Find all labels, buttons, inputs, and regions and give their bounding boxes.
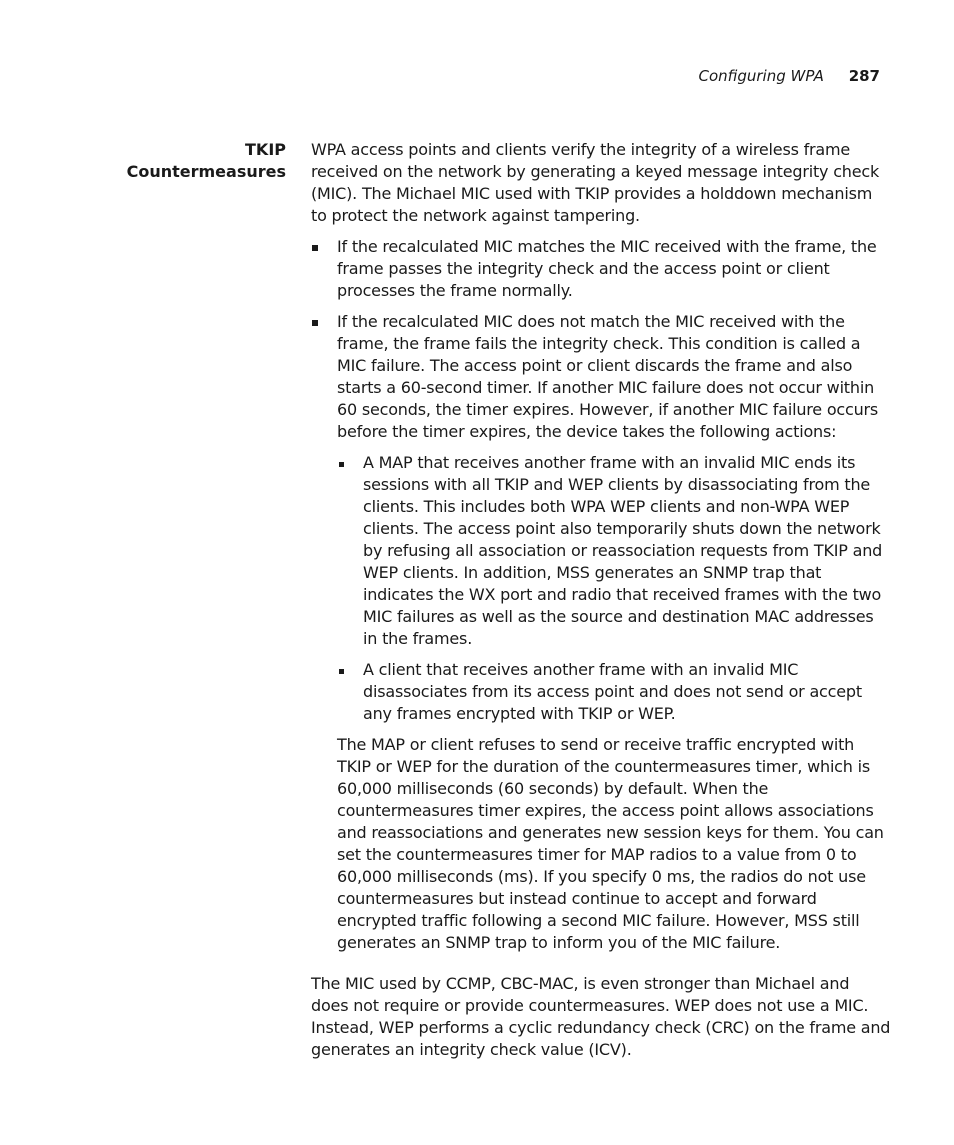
section-heading	[90, 139, 286, 183]
bullet-list	[311, 236, 891, 954]
sub-bullet-item	[337, 452, 891, 650]
bullet-text: If the recalculated MIC matches the MIC received with the frame, the frame passes the integrity check and the access point or client processes the frame normally.	[337, 237, 877, 300]
closing-paragraph: The MIC used by CCMP, CBC-MAC, is even stronger than Michael and does not require or provide countermeasures. WEP does not use a MIC. Instead, WEP performs a cyclic redundancy check (CRC) on the frame and generates an integrity check value (ICV).	[311, 974, 891, 1059]
continuation-paragraph: The MAP or client refuses to send or receive traffic encrypted with TKIP or WEP for the duration of the countermeasures timer, which is 60,000 milliseconds (60 seconds) by default. When the countermeasures timer expires, the access point allows associations and reassociations and generates new session keys for them. You can set the countermeasures timer for MAP radios to a value from 0 to 60,000 milliseconds (ms). If you specify 0 ms, the radios do not use countermeasures but instead continue to accept and forward encrypted traffic following a second MIC failure. However, MSS still generates an SNMP trap to inform you of the MIC failure.	[337, 735, 884, 952]
intro-paragraph: WPA access points and clients verify the integrity of a wireless frame received on the network by generating a keyed message integrity check (MIC). The Michael MIC used with TKIP provides a holddown mechanism to protect the network against tampering.	[311, 140, 880, 225]
page-number: 287	[848, 67, 880, 85]
sub-bullet-item	[337, 659, 891, 725]
section-heading-line-2: Countermeasures	[126, 162, 286, 181]
sub-bullet-text: A client that receives another frame with an invalid MIC disassociates from its access point and does not send or accept any frames encrypted with TKIP or WEP.	[363, 660, 862, 723]
running-header	[699, 66, 881, 86]
bullet-item	[311, 311, 891, 954]
sub-bullet-text: A MAP that receives another frame with an invalid MIC ends its sessions with all TKIP and WEP clients by disassociating from the clients. This includes both WPA WEP clients and non-WPA WEP clients. The access point also temporarily shuts down the network by refusing all association or reassociation requests from TKIP and WEP clients. In addition, MSS generates an SNMP trap that indicates the WX port and radio that received frames with the two MIC failures as well as the source and destination MAC addresses in the frames.	[363, 453, 883, 648]
chapter-title: Configuring WPA	[698, 67, 824, 85]
body-content	[311, 139, 891, 1061]
bullet-item	[311, 236, 891, 302]
bullet-text: If the recalculated MIC does not match the MIC received with the frame, the frame fails the integrity check. This condition is called a MIC failure. The access point or client discards the frame and also starts a 60-second timer. If another MIC failure does not occur within 60 seconds, the timer expires. However, if another MIC failure occurs before the timer expires, the device takes the following actions:	[337, 312, 879, 441]
section-heading-line-1: TKIP	[245, 140, 286, 159]
sub-bullet-list	[337, 452, 891, 725]
